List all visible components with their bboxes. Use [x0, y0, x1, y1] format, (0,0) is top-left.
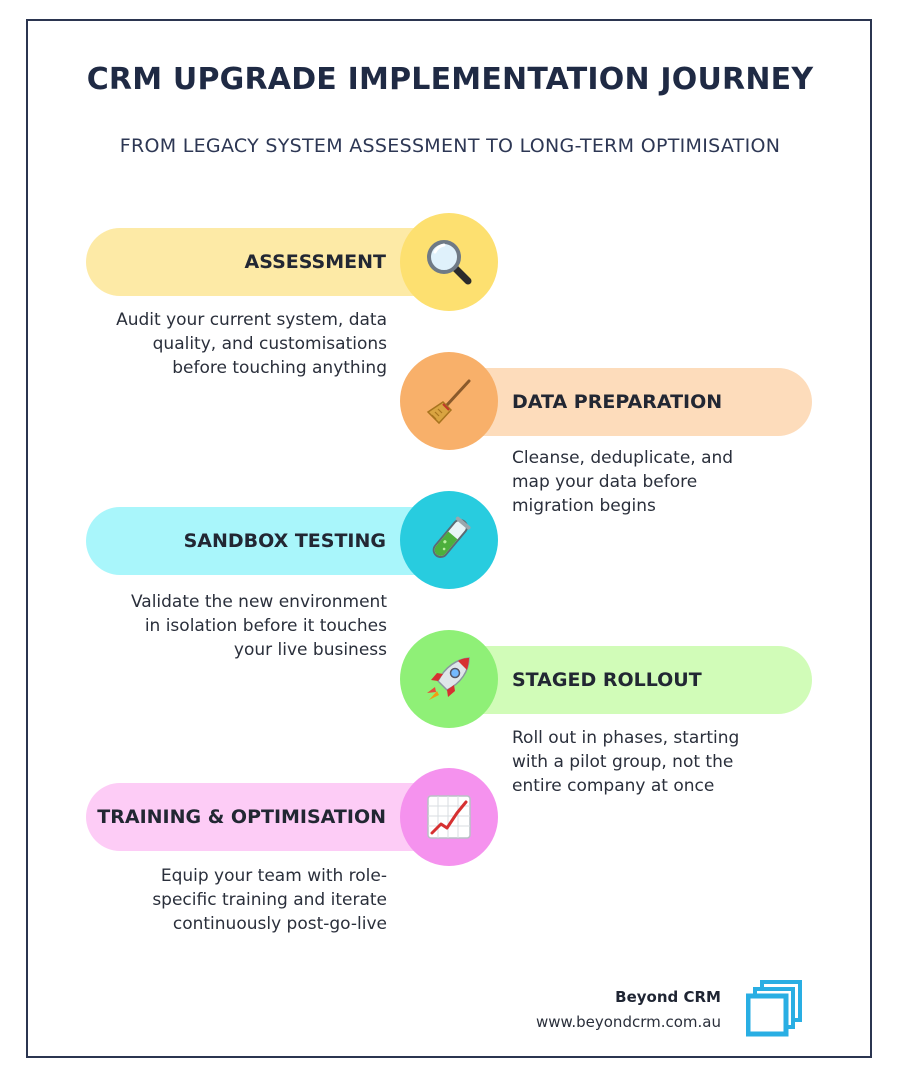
step-training-optimisation-label: TRAINING & OPTIMISATION: [97, 806, 386, 828]
step-sandbox-testing-description: Validate the new environment in isolation before it touches your live business: [130, 592, 387, 660]
page-title: CRM UPGRADE IMPLEMENTATION JOURNEY: [86, 62, 814, 97]
step-data-preparation-label: DATA PREPARATION: [512, 391, 723, 413]
broom-icon: [423, 375, 475, 427]
step-staged-rollout-label: STAGED ROLLOUT: [512, 669, 702, 691]
brand-name: Beyond CRM: [615, 988, 721, 1006]
step-assessment-description: Audit your current system, data quality, and customisations before touching anything: [116, 310, 387, 378]
step-sandbox-testing-circle: [400, 491, 498, 589]
brand-url[interactable]: www.beyondcrm.com.au: [535, 1013, 721, 1031]
chart-increasing-icon: [423, 791, 475, 843]
page-subtitle: FROM LEGACY SYSTEM ASSESSMENT TO LONG-TERM OPTIMISATION: [119, 135, 781, 157]
step-staged-rollout-description: Roll out in phases, starting with a pilot group, not the entire company at once: [512, 728, 740, 796]
step-data-preparation-circle: [400, 352, 498, 450]
brand-logo-icon: [746, 980, 804, 1038]
step-sandbox-testing-label: SANDBOX TESTING: [183, 530, 386, 552]
step-training-optimisation-circle: [400, 768, 498, 866]
step-assessment-circle: [400, 213, 498, 311]
step-assessment-label: ASSESSMENT: [244, 251, 386, 273]
rocket-icon: [423, 653, 475, 705]
step-staged-rollout-circle: [400, 630, 498, 728]
step-data-preparation-description: Cleanse, deduplicate, and map your data before migration begins: [512, 448, 734, 516]
magnifying-glass-icon: [423, 236, 475, 288]
step-training-optimisation-description: Equip your team with role- specific training and iterate continuously post-go-live: [152, 866, 387, 934]
test-tube-icon: [423, 514, 475, 566]
